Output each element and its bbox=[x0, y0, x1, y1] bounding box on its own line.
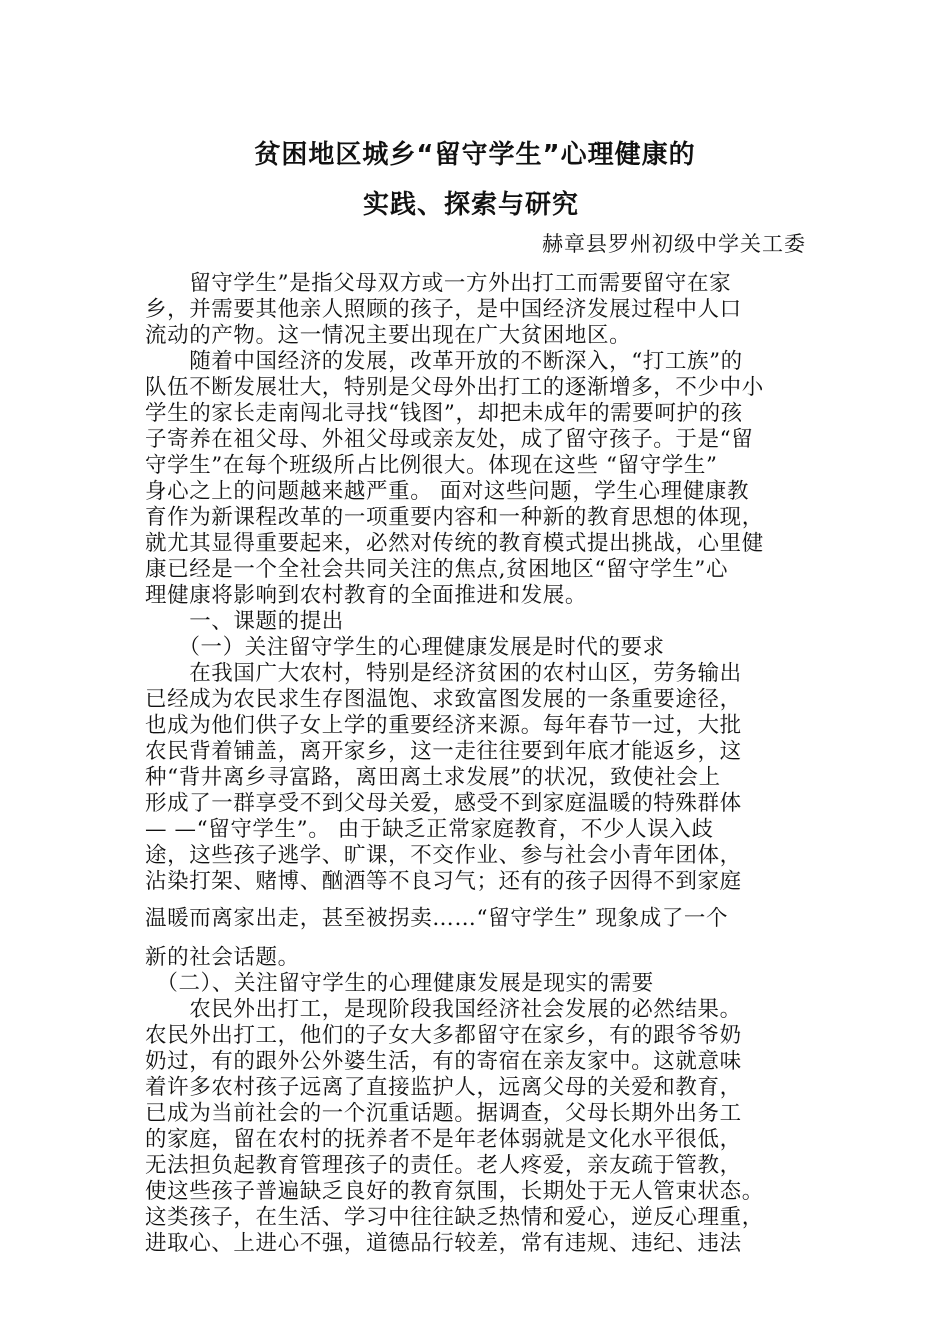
subsection-heading: （一）关注留守学生的心理健康发展是时代的要求 bbox=[145, 635, 665, 660]
body-line: 留守学生”是指父母双方或一方外出打工而需要留守在家 bbox=[145, 271, 732, 296]
body-line: 形成了一群享受不到父母关爱，感受不到家庭温暖的特殊群体 bbox=[145, 791, 742, 816]
body-line: 乡，并需要其他亲人照顾的孩子，是中国经济发展过程中人口 bbox=[145, 297, 742, 322]
body-line: 流动的产物。这一情况主要出现在广大贫困地区。 bbox=[145, 323, 632, 348]
body-line: 随着中国经济的发展，改革开放的不断深入，“打工族”的 bbox=[145, 349, 743, 374]
body-line: 就尤其显得重要起来，必然对传统的教育模式提出挑战，心里健 bbox=[145, 531, 764, 556]
body-line: 无法担负起教育管理孩子的责任。老人疼爱，亲友疏于管教， bbox=[145, 1153, 742, 1178]
body-line: 进取心、上进心不强，道德品行较差，常有违规、违纪、违法 bbox=[145, 1231, 742, 1256]
body-line: 在我国广大农村，特别是经济贫困的农村山区，劳务输出 bbox=[145, 661, 742, 686]
body-line: 身心之上的问题越来越严重。 面对这些问题，学生心理健康教 bbox=[145, 479, 750, 504]
body-line: 学生的家长走南闯北寻找“钱图”，却把未成年的需要呵护的孩 bbox=[145, 401, 743, 426]
body-line: 途，这些孩子逃学、旷课，不交作业、参与社会小青年团体， bbox=[145, 843, 742, 868]
body-line: 育作为新课程改革的一项重要内容和一种新的教育思想的体现， bbox=[145, 505, 764, 530]
body-line: 新的社会话题。 bbox=[145, 945, 300, 970]
body-line: 着许多农村孩子远离了直接监护人，远离父母的关爱和教育， bbox=[145, 1075, 742, 1100]
document-title-line-2: 实践、探索与研究 bbox=[362, 190, 579, 220]
body-line: 子寄养在祖父母、外祖父母或亲友处，成了留守孩子。于是“留 bbox=[145, 427, 754, 452]
body-line: 农民背着铺盖，离开家乡，这一走往往要到年底才能返乡，这 bbox=[145, 739, 742, 764]
body-line: 农民外出打工，是现阶段我国经济社会发展的必然结果。 bbox=[145, 997, 742, 1022]
body-line: 康已经是一个全社会共同关注的焦点,贫困地区“留守学生”心 bbox=[145, 557, 729, 582]
subsection-heading: （二）、关注留守学生的心理健康发展是现实的需要 bbox=[145, 971, 654, 996]
body-line: 理健康将影响到农村教育的全面推进和发展。 bbox=[145, 583, 588, 608]
body-line: 已经成为农民求生存图温饱、求致富图发展的一条重要途径， bbox=[145, 687, 742, 712]
body-line: 这类孩子，在生活、学习中往往缺乏热情和爱心，逆反心理重， bbox=[145, 1205, 764, 1230]
body-line: 已成为当前社会的一个沉重话题。据调查，父母长期外出务工 bbox=[145, 1101, 742, 1126]
body-line: 种“背井离乡寻富路，离田离土求发展”的状况，致使社会上 bbox=[145, 765, 721, 790]
body-line: 温暖而离家出走，甚至被拐卖……“留守学生” 现象成了一个 bbox=[145, 906, 729, 931]
body-line: 使这些孩子普遍缺乏良好的教育氛围，长期处于无人管束状态。 bbox=[145, 1179, 764, 1204]
body-line: 沾染打架、赌博、酗酒等不良习气；还有的孩子因得不到家庭 bbox=[145, 869, 742, 894]
body-line: 也成为他们供子女上学的重要经济来源。每年春节一过，大批 bbox=[145, 713, 742, 738]
body-line: 农民外出打工，他们的子女大多都留守在家乡，有的跟爷爷奶 bbox=[145, 1023, 742, 1048]
body-line: 奶过，有的跟外公外婆生活，有的寄宿在亲友家中。这就意味 bbox=[145, 1049, 742, 1074]
document-title-line-1: 贫困地区城乡“留守学生”心理健康的 bbox=[254, 140, 696, 170]
body-line: 队伍不断发展壮大，特别是父母外出打工的逐渐增多，不少中小 bbox=[145, 375, 764, 400]
body-line: 的家庭，留在农村的抚养者不是年老体弱就是文化水平很低， bbox=[145, 1127, 742, 1152]
section-heading: 一、课题的提出 bbox=[145, 609, 344, 634]
body-line: 守学生”在每个班级所占比例很大。体现在这些 “留守学生” bbox=[145, 453, 718, 478]
document-author: 赫章县罗州初级中学关工委 bbox=[542, 232, 806, 256]
body-line: — —“留守学生”。 由于缺乏正常家庭教育，不少人误入歧 bbox=[145, 817, 714, 842]
